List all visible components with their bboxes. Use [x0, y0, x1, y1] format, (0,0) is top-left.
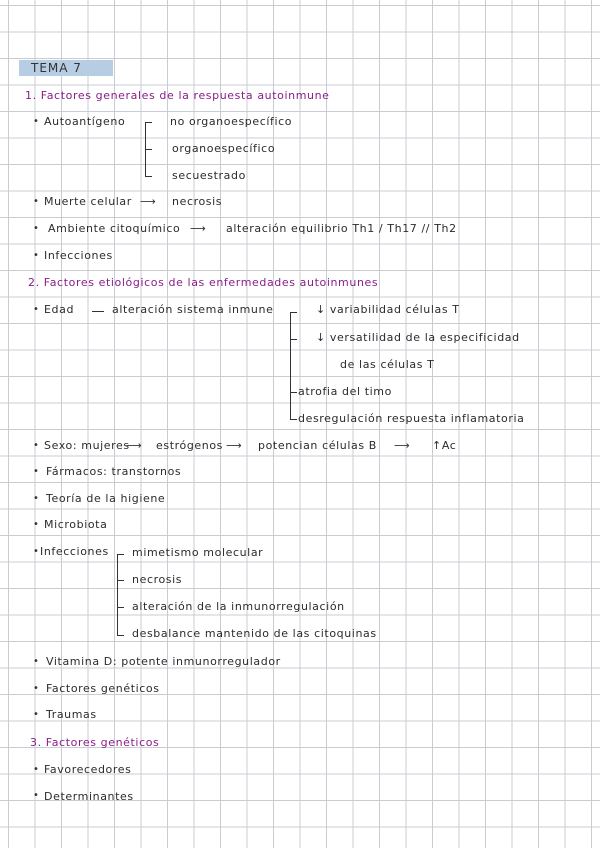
- bullet-icon: •: [33, 440, 39, 451]
- microbiota-text: Microbiota: [44, 518, 108, 531]
- arrow-icon: ⟶: [190, 222, 206, 235]
- bracket-tick: [290, 312, 297, 313]
- ambiente-citoquimico: Ambiente citoquímico: [48, 222, 181, 235]
- bracket-tick: [117, 607, 124, 608]
- arrow-icon: ⟶: [126, 439, 142, 452]
- bullet-icon: •: [33, 466, 39, 477]
- autoantigeno-item: organoespecífico: [172, 142, 276, 155]
- edad-alteracion: alteración sistema inmune: [112, 303, 274, 316]
- bullet-icon: •: [33, 223, 39, 234]
- geneticos-text: Factores genéticos: [46, 682, 160, 695]
- bullet-icon: •: [33, 519, 39, 530]
- ac-text: ↑Ac: [432, 439, 457, 452]
- arrow-icon: ⟶: [226, 439, 242, 452]
- sexo-label: Sexo: mujeres: [44, 439, 130, 452]
- determinantes-text: Determinantes: [44, 790, 134, 803]
- bullet-icon: •: [33, 764, 39, 775]
- bullet-icon: •: [33, 546, 39, 557]
- bracket-tick: [290, 339, 297, 340]
- bracket-tick: [290, 392, 297, 393]
- favorecedores-text: Favorecedores: [44, 763, 132, 776]
- edad-item: atrofia del timo: [298, 385, 392, 398]
- page-title: TEMA 7: [19, 60, 113, 76]
- section-2-heading: 2. Factores etiológicos de las enfermedades autoinmunes: [28, 276, 379, 289]
- higiene-text: Teoría de la higiene: [46, 492, 166, 505]
- potencian-text: potencian células B: [258, 439, 377, 452]
- infecciones-item: necrosis: [132, 573, 183, 586]
- arrow-icon: ⟶: [140, 195, 156, 208]
- bracket-tick: [117, 554, 124, 555]
- bracket-tick: [117, 580, 124, 581]
- traumas-text: Traumas: [46, 708, 97, 721]
- bullet-icon: •: [33, 304, 39, 315]
- edad-item: ↓ versatilidad de la especificidad: [316, 331, 520, 344]
- bullet-icon: •: [33, 116, 39, 127]
- estrogenos-text: estrógenos: [156, 439, 224, 452]
- bullet-icon: •: [33, 683, 39, 694]
- bracket-tick: [145, 122, 152, 123]
- bracket-tick: [145, 149, 152, 150]
- infecciones-2: Infecciones: [40, 545, 109, 558]
- bullet-icon: •: [33, 196, 39, 207]
- necrosis-text: necrosis: [172, 195, 223, 208]
- bullet-icon: •: [33, 493, 39, 504]
- bracket-line: [290, 312, 291, 419]
- bullet-icon: •: [33, 656, 39, 667]
- bullet-icon: •: [33, 709, 39, 720]
- edad-item: ↓ variabilidad células T: [316, 303, 460, 316]
- dash-line: [92, 311, 104, 312]
- edad-label: Edad: [44, 303, 75, 316]
- infecciones-item: mimetismo molecular: [132, 546, 264, 559]
- section-1-heading: 1. Factores generales de la respuesta autoinmune: [25, 89, 330, 102]
- farmacos-text: Fármacos: transtornos: [46, 465, 182, 478]
- section-3-heading: 3. Factores genéticos: [30, 736, 160, 749]
- bracket-tick: [117, 635, 124, 636]
- alteracion-equilibrio: alteración equilibrio Th1 / Th17 // Th2: [226, 222, 457, 235]
- autoantigeno-item: secuestrado: [172, 169, 246, 182]
- autoantigeno-label: Autoantígeno: [44, 115, 126, 128]
- edad-item: desregulación respuesta inflamatoria: [298, 412, 525, 425]
- vitamina-text: Vitamina D: potente inmunorregulador: [46, 655, 281, 668]
- infecciones-item: desbalance mantenido de las citoquinas: [132, 627, 377, 640]
- bracket-tick: [290, 419, 297, 420]
- bullet-icon: •: [33, 790, 39, 801]
- bullet-icon: •: [33, 250, 39, 261]
- arrow-icon: ⟶: [394, 439, 410, 452]
- bracket-tick: [145, 176, 152, 177]
- edad-item: de las células T: [340, 358, 435, 371]
- muerte-celular: Muerte celular: [44, 195, 132, 208]
- infecciones-item: alteración de la inmunorregulación: [132, 600, 345, 613]
- infecciones-1: Infecciones: [44, 249, 113, 262]
- autoantigeno-item: no organoespecífico: [170, 115, 293, 128]
- bracket-line: [117, 554, 118, 635]
